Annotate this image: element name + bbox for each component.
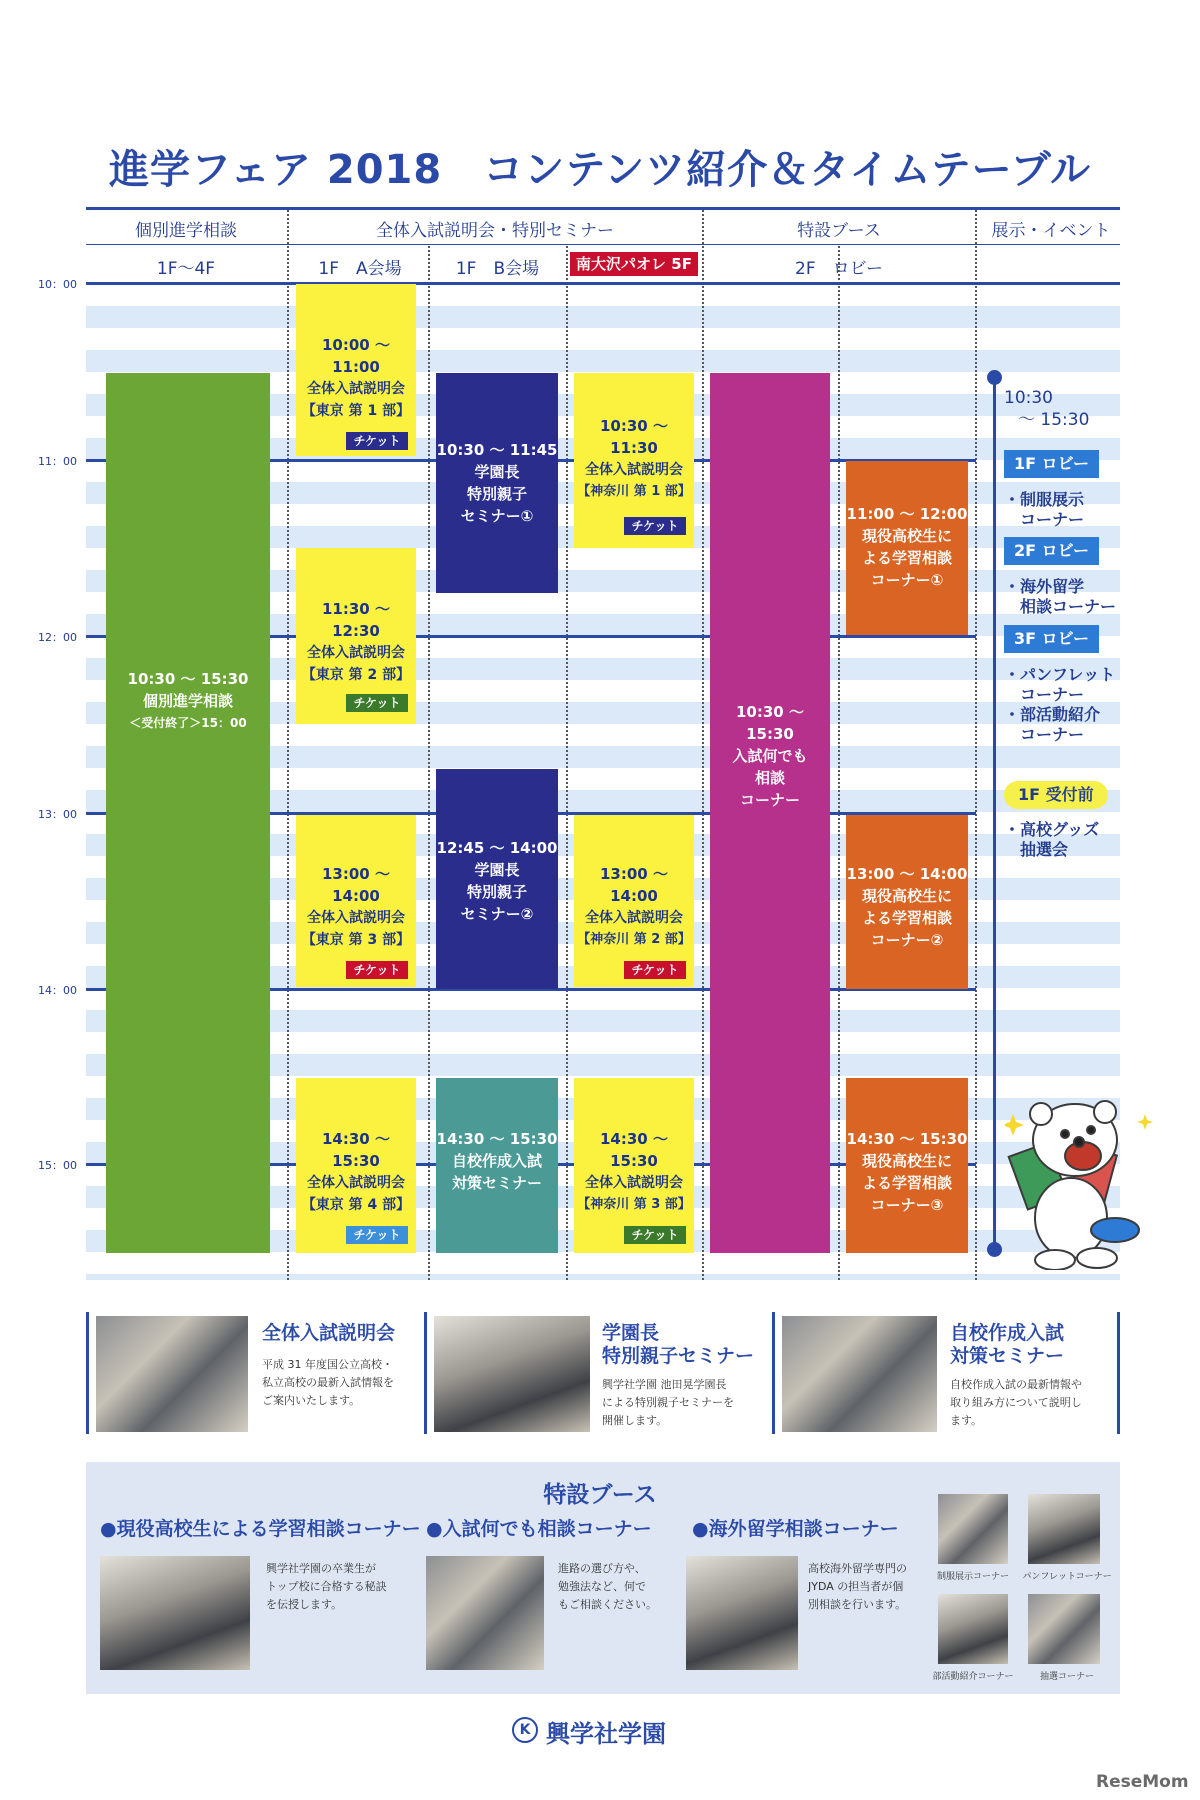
event-timeline-bar [993,380,996,1250]
school-emblem-icon: K [512,1717,538,1743]
block-label: 【神奈川 第 3 部】 [577,1197,691,1212]
sub-header-lobby: 2F ロビー [795,259,883,279]
booth-mini-photo [938,1494,1008,1564]
anything-consult-block [710,373,830,1253]
booth-mini-caption: 抽選コーナー [1039,1672,1094,1682]
block-time: 10:30 ～ 11:45 [436,441,558,459]
block-time: 12:45 ～ 14:00 [436,839,558,857]
booth-title: 特設ブース [543,1482,657,1508]
card-divider [772,1312,775,1434]
sub-header-consult: 1F～4F [156,259,216,279]
ticket-badge: チケット [346,961,408,979]
ticket-badge: チケット [624,961,686,979]
block-label: 全体入試説明会 [307,1175,405,1191]
card-divider [1117,1312,1120,1434]
a-hall-session-2 [296,548,416,724]
ticket-badge: チケット [346,1226,408,1244]
time-label: 15：00 [38,1159,77,1172]
event-time: ～ 15:30 [1018,410,1090,430]
block-label: 学園長 [474,463,520,481]
header-mid-rule [86,244,1120,245]
block-time: 10:00 ～ 11:00 [322,336,390,376]
block-label: コーナー③ [870,1196,944,1214]
parole-session-1 [574,373,694,548]
block-time: 11:30 ～ 12:30 [322,600,390,640]
block-time: 10:30 ～ 11:30 [600,417,668,457]
block-label: 【東京 第 1 部】 [301,403,411,419]
card-title: 学園長 特別親子セミナー [602,1322,755,1367]
stripe-band [86,1274,1120,1280]
ticket-badge: チケット [346,432,408,450]
booth-mini-caption: パンフレットコーナー [1022,1572,1112,1582]
block-time: 14:30 ～ 15:30 [322,1130,390,1170]
block-label: コーナー② [870,931,944,949]
a-hall-session-4 [296,1078,416,1253]
block-label: 【東京 第 2 部】 [301,667,411,683]
column-divider [287,210,289,1280]
column-divider [566,246,568,1280]
stripe-band [86,350,1120,372]
block-time: 10:30 ～ 15:30 [127,670,249,688]
block-label: 【神奈川 第 2 部】 [577,932,691,947]
block-label: 全体入試説明会 [307,910,405,926]
block-label: 特別親子 [466,485,527,503]
ticket-badge: チケット [346,694,408,712]
col-header-event: 展示・イベント [991,221,1111,241]
b-hall-seminar-2 [436,769,558,989]
block-label: 全体入試説明会 [585,462,683,478]
student-consult-2 [846,815,968,989]
time-label: 11：00 [38,455,77,468]
block-label: よる学習相談 [861,909,952,927]
time-label: 14：00 [38,984,77,997]
a-hall-session-3 [296,815,416,987]
event-location-1f: 1F ロビー [1004,450,1099,478]
block-label: コーナー [739,791,800,809]
column-divider [838,246,840,1280]
card-desc: 平成 31 年度国公立高校・ 私立高校の最新入試情報を ご案内いたします。 [262,1358,394,1407]
block-label: 入試何でも [732,747,808,765]
event-item: ・パンフレット コーナー ・部活動紹介 コーナー [1004,665,1116,744]
block-time: 11:00 ～ 12:00 [846,505,968,523]
hour-line [86,282,1120,285]
event-location-2f: 2F ロビー [1004,537,1099,565]
event-end-dot [987,1242,1002,1257]
booth-item-desc: 興学社学園の卒業生が トップ校に合格する秘訣 を伝授します。 [266,1562,387,1611]
event-item: ・海外留学 相談コーナー [1004,577,1117,616]
block-label: 全体入試説明会 [585,1175,683,1191]
block-label: 自校作成入試 [451,1152,542,1170]
block-label: よる学習相談 [861,549,952,567]
booth-mini-photo [1028,1594,1100,1664]
block-label: 学園長 [474,861,520,879]
block-label: 【東京 第 3 部】 [301,932,411,948]
card-title: 自校作成入試 対策セミナー [950,1322,1065,1367]
parole-session-3 [574,1078,694,1253]
student-consult-3 [846,1078,968,1253]
sub-header-b-hall: 1F B会場 [455,259,540,279]
ticket-badge: チケット [624,1226,686,1244]
booth-mini-caption: 制服展示コーナー [936,1572,1009,1582]
time-label: 12：00 [38,631,77,644]
block-label: 全体入試説明会 [307,381,405,397]
block-note: ＜受付終了＞15：00 [129,716,247,730]
mascot-bear-icon [1005,1100,1165,1270]
a-hall-session-1 [296,284,416,456]
block-label: 現役高校生に [861,887,952,905]
block-label: コーナー① [870,571,944,589]
card-divider [424,1312,427,1434]
booth-item-title: ●入試何でも相談コーナー [426,1518,652,1540]
ticket-badge: チケット [624,517,686,535]
block-label: 個別進学相談 [142,692,233,710]
card-photo [96,1316,248,1432]
block-time: 14:30 ～ 15:30 [436,1130,558,1148]
booth-mini-photo [938,1594,1008,1664]
booth-photo [686,1556,798,1670]
page-title: 進学フェア 2018 コンテンツ紹介＆タイムテーブル [108,147,1092,193]
event-location-reception: 1F 受付前 [1004,781,1108,809]
block-time: 13:00 ～ 14:00 [600,865,668,905]
block-time: 14:30 ～ 15:30 [600,1130,668,1170]
booth-photo [426,1556,544,1670]
block-label: 全体入試説明会 [585,910,683,926]
block-time: 10:30 ～ 15:30 [736,703,804,743]
card-title: 全体入試説明会 [262,1322,396,1344]
booth-item-desc: 進路の選び方や、 勉強法など、何で もご相談ください。 [558,1562,657,1611]
sub-header-parole: 南大沢パオレ 5F [570,252,698,276]
event-location-3f: 3F ロビー [1004,625,1099,653]
watermark: ReseMom [1096,1772,1189,1792]
block-label: 【神奈川 第 1 部】 [577,484,691,499]
consult-block [106,373,270,1253]
block-label: 全体入試説明会 [307,645,405,661]
block-time: 13:00 ～ 14:00 [322,865,390,905]
booth-item-title: ●現役高校生による学習相談コーナー [100,1518,421,1540]
col-header-consult: 個別進学相談 [135,221,237,241]
b-hall-seminar-3 [436,1078,558,1253]
event-time: 10:30 [1004,388,1053,408]
column-divider [428,246,430,1280]
col-header-seminar: 全体入試説明会・特別セミナー [376,221,614,241]
card-desc: 自校作成入試の最新情報や 取り組み方について説明し ます。 [950,1378,1082,1427]
block-label: 特別親子 [466,883,527,901]
booth-item-title: ●海外留学相談コーナー [692,1518,899,1540]
sub-header-a-hall: 1F A会場 [318,259,402,279]
header-top-rule [86,207,1120,210]
time-label: 13：00 [38,808,77,821]
school-logo: 興学社学園 [546,1720,666,1748]
block-label: よる学習相談 [861,1174,952,1192]
stripe-band [86,306,1120,328]
parole-session-2 [574,815,694,987]
block-time: 14:30 ～ 15:30 [846,1130,968,1148]
event-item: ・制服展示 コーナー [1004,490,1085,529]
block-label: 現役高校生に [861,527,952,545]
student-consult-1 [846,461,968,635]
booth-mini-caption: 部活動紹介コーナー [932,1672,1014,1682]
card-photo [782,1316,937,1432]
col-header-booth: 特設ブース [797,221,881,241]
block-label: 相談 [754,769,785,787]
booth-mini-photo [1028,1494,1100,1564]
column-divider [702,210,704,1280]
card-desc: 興学社学園 池田晃学園長 による特別親子セミナーを 開催します。 [602,1378,734,1427]
card-divider [86,1312,89,1434]
block-label: 現役高校生に [861,1152,952,1170]
block-label: セミナー① [460,507,534,525]
b-hall-seminar-1 [436,373,558,593]
block-time: 13:00 ～ 14:00 [846,865,968,883]
event-item: ・高校グッズ 抽選会 [1004,820,1100,859]
time-label: 10：00 [38,278,77,291]
booth-item-desc: 高校海外留学専門の JYDA の担当者が個 別相談を行います。 [808,1562,907,1611]
card-photo [434,1316,590,1432]
column-divider [975,210,977,1280]
block-label: 【東京 第 4 部】 [301,1197,411,1213]
block-label: 対策セミナー [451,1174,542,1192]
booth-photo [100,1556,250,1670]
block-label: セミナー② [460,905,534,923]
